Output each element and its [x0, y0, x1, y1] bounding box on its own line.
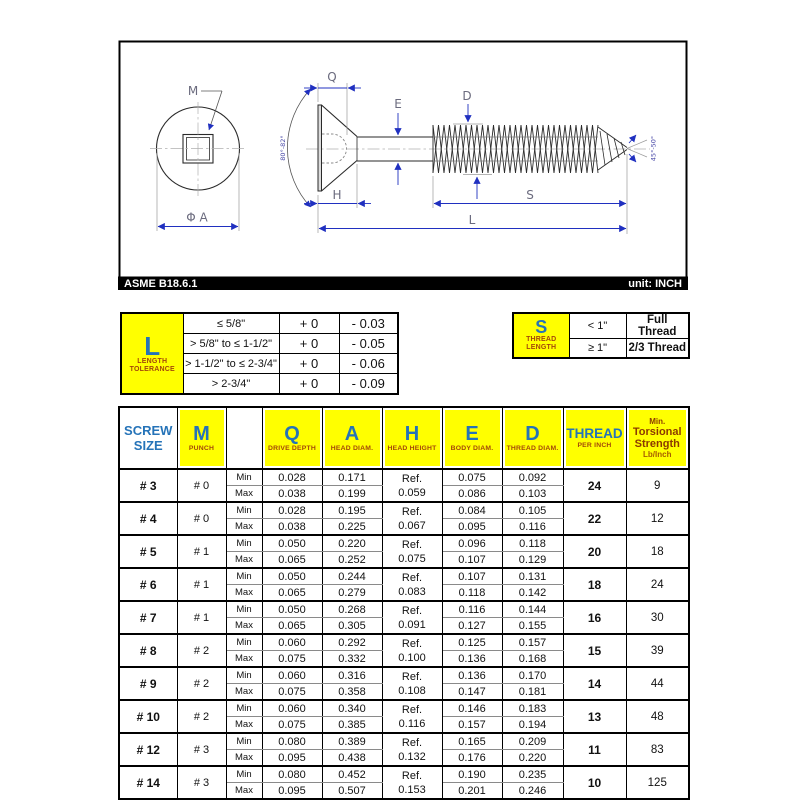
- s-symbol-label: THREAD LENGTH: [526, 336, 557, 351]
- e-label: E: [394, 97, 402, 111]
- q-dimension: [304, 70, 361, 135]
- a-min-cell: 0.244: [322, 568, 382, 585]
- e-min-cell: 0.165: [442, 733, 502, 750]
- h-header-letter: H: [404, 422, 420, 445]
- q-header-letter: Q: [284, 422, 300, 445]
- table-row: [119, 733, 689, 750]
- length-range-cell: > 2-3/4": [183, 374, 279, 395]
- screw-dimensions-table: [118, 406, 690, 800]
- d-max-cell: 0.168: [502, 651, 563, 668]
- hidden-socket-outline: [322, 134, 347, 163]
- standard-title: ASME B18.6.1: [124, 278, 198, 290]
- d-max-cell: 0.103: [502, 486, 563, 503]
- min-label-cell: Min: [226, 568, 262, 585]
- min-label-cell: Min: [226, 733, 262, 750]
- head-height-cell: [382, 568, 442, 601]
- drawing-frame: [120, 42, 687, 289]
- e-header-letter: E: [465, 422, 479, 445]
- head-angle-label: 80°-82°: [279, 135, 287, 161]
- torsional-strength-cell: 125: [626, 766, 689, 799]
- d-max-cell: 0.246: [502, 783, 563, 800]
- h-value: 0.091: [398, 618, 426, 631]
- h-ref-label: Ref.: [401, 769, 423, 782]
- table-row: [119, 535, 689, 552]
- screw-technical-drawing: [118, 40, 688, 290]
- q-max-cell: 0.038: [262, 519, 322, 536]
- min-label-cell: Min: [226, 535, 262, 552]
- length-range-cell: > 5/8" to ≤ 1-1/2": [183, 334, 279, 354]
- thread-header-text: THREAD: [566, 426, 623, 441]
- torsional-strength-cell: 12: [626, 502, 689, 535]
- h-value: 0.108: [398, 684, 426, 697]
- e-max-cell: 0.147: [442, 684, 502, 701]
- title-bar: [118, 277, 688, 291]
- screw-size-cell: # 7: [119, 601, 177, 634]
- table-row: [119, 634, 689, 651]
- thread-per-inch-header: [563, 407, 626, 469]
- table-row: [119, 667, 689, 684]
- q-min-cell: 0.028: [262, 502, 322, 519]
- h-value: 0.100: [398, 651, 426, 664]
- a-min-cell: 0.268: [322, 601, 382, 618]
- h-label: H: [332, 188, 342, 202]
- thread-value-cell: 2/3 Thread: [626, 339, 689, 359]
- h-value: 0.067: [398, 519, 426, 532]
- e-min-cell: 0.107: [442, 568, 502, 585]
- q-max-cell: 0.065: [262, 552, 322, 569]
- torsional-strength-cell: 30: [626, 601, 689, 634]
- table-row: [121, 313, 398, 334]
- screw-size-cell: # 3: [119, 469, 177, 502]
- side-view-head: [318, 105, 357, 191]
- punch-cell: # 1: [177, 601, 226, 634]
- head-angle-dimension: [279, 89, 311, 207]
- punch-cell: # 2: [177, 634, 226, 667]
- h-value: 0.132: [398, 750, 426, 763]
- thread-length-table: [512, 312, 690, 359]
- screw-size-cell: # 14: [119, 766, 177, 799]
- e-max-cell: 0.086: [442, 486, 502, 503]
- punch-header: [177, 407, 226, 469]
- table-row: [119, 568, 689, 585]
- head-height-cell: [382, 535, 442, 568]
- e-min-cell: 0.116: [442, 601, 502, 618]
- screw-size-cell: # 10: [119, 700, 177, 733]
- d-min-cell: 0.144: [502, 601, 563, 618]
- a-min-cell: 0.389: [322, 733, 382, 750]
- s-symbol: S: [535, 317, 548, 337]
- max-label-cell: Max: [226, 519, 262, 536]
- punch-cell: # 2: [177, 700, 226, 733]
- d-min-cell: 0.131: [502, 568, 563, 585]
- m-header-letter: M: [193, 422, 210, 445]
- minus-tolerance-cell: - 0.05: [339, 334, 398, 354]
- e-min-cell: 0.136: [442, 667, 502, 684]
- screw-size-cell: # 9: [119, 667, 177, 700]
- a-header-letter: A: [344, 422, 360, 445]
- max-label-cell: Max: [226, 552, 262, 569]
- thread-value-cell: Full Thread: [626, 313, 689, 339]
- punch-cell: # 0: [177, 502, 226, 535]
- punch-cell: # 3: [177, 733, 226, 766]
- q-label: Q: [327, 70, 337, 84]
- screw-size-cell: # 8: [119, 634, 177, 667]
- q-min-cell: 0.028: [262, 469, 322, 486]
- h-ref-label: Ref.: [401, 538, 423, 551]
- thread-per-inch-cell: 18: [563, 568, 626, 601]
- thread-per-inch-cell: 24: [563, 469, 626, 502]
- q-min-cell: 0.080: [262, 766, 322, 783]
- e-min-cell: 0.096: [442, 535, 502, 552]
- a-header-sub: HEAD DIAM.: [330, 444, 374, 452]
- table-row: [119, 700, 689, 717]
- q-max-cell: 0.075: [262, 651, 322, 668]
- l-label: L: [468, 213, 476, 227]
- h-header-sub: HEAD HEIGHT: [387, 444, 437, 452]
- max-label-cell: Max: [226, 717, 262, 734]
- a-max-cell: 0.305: [322, 618, 382, 635]
- table-row: [513, 313, 689, 339]
- screw-size-header-text: SCREW SIZE: [124, 423, 173, 453]
- a-max-cell: 0.358: [322, 684, 382, 701]
- torsional-header-unit: Lb/Inch: [643, 450, 672, 459]
- head-diam-header: [322, 407, 382, 469]
- punch-cell: # 2: [177, 667, 226, 700]
- a-max-cell: 0.199: [322, 486, 382, 503]
- d-max-cell: 0.220: [502, 750, 563, 767]
- q-max-cell: 0.075: [262, 684, 322, 701]
- head-height-cell: [382, 766, 442, 799]
- plus-tolerance-cell: + 0: [279, 354, 339, 374]
- q-max-cell: 0.065: [262, 618, 322, 635]
- thread-per-inch-cell: 13: [563, 700, 626, 733]
- e-max-cell: 0.127: [442, 618, 502, 635]
- q-min-cell: 0.060: [262, 700, 322, 717]
- minus-tolerance-cell: - 0.06: [339, 354, 398, 374]
- head-height-header: [382, 407, 442, 469]
- e-header-sub: BODY DIAM.: [450, 444, 494, 452]
- a-max-cell: 0.438: [322, 750, 382, 767]
- table-row: [119, 469, 689, 486]
- e-max-cell: 0.136: [442, 651, 502, 668]
- d-max-cell: 0.155: [502, 618, 563, 635]
- min-label-cell: Min: [226, 667, 262, 684]
- torsional-strength-cell: 48: [626, 700, 689, 733]
- punch-cell: # 0: [177, 469, 226, 502]
- d-min-cell: 0.209: [502, 733, 563, 750]
- s-dimension: [433, 154, 627, 234]
- table-row: [119, 601, 689, 618]
- screw-size-cell: # 6: [119, 568, 177, 601]
- q-header-sub: DRIVE DEPTH: [268, 444, 316, 452]
- thread-header-sub: PER INCH: [577, 442, 612, 449]
- q-min-cell: 0.080: [262, 733, 322, 750]
- length-range-cell: > 1-1/2" to ≤ 2-3/4": [183, 354, 279, 374]
- plus-tolerance-cell: + 0: [279, 374, 339, 395]
- a-min-cell: 0.292: [322, 634, 382, 651]
- table-row: [119, 502, 689, 519]
- front-view-centerlines: [150, 102, 246, 196]
- max-label-cell: Max: [226, 651, 262, 668]
- d-max-cell: 0.142: [502, 585, 563, 602]
- e-max-cell: 0.118: [442, 585, 502, 602]
- screw-size-cell: # 12: [119, 733, 177, 766]
- d-label: D: [462, 89, 472, 103]
- h-ref-label: Ref.: [401, 571, 423, 584]
- d-header-letter: D: [525, 422, 540, 445]
- a-max-cell: 0.225: [322, 519, 382, 536]
- torsional-strength-cell: 39: [626, 634, 689, 667]
- head-height-cell: [382, 634, 442, 667]
- e-min-cell: 0.190: [442, 766, 502, 783]
- max-label-cell: Max: [226, 783, 262, 800]
- punch-cell: # 3: [177, 766, 226, 799]
- d-min-cell: 0.157: [502, 634, 563, 651]
- torsional-header-min: Min.: [649, 417, 666, 426]
- h-value: 0.075: [398, 552, 426, 565]
- max-label-cell: Max: [226, 486, 262, 503]
- minmax-header: [226, 407, 262, 469]
- h-ref-label: Ref.: [401, 670, 423, 683]
- q-min-cell: 0.060: [262, 634, 322, 651]
- e-dimension: [394, 97, 402, 185]
- h-dimension: [304, 164, 371, 233]
- thread-per-inch-cell: 16: [563, 601, 626, 634]
- thread-per-inch-cell: 20: [563, 535, 626, 568]
- head-height-cell: [382, 502, 442, 535]
- a-max-cell: 0.385: [322, 717, 382, 734]
- d-min-cell: 0.235: [502, 766, 563, 783]
- length-tolerance-symbol-cell: [121, 313, 183, 394]
- e-min-cell: 0.125: [442, 634, 502, 651]
- d-min-cell: 0.183: [502, 700, 563, 717]
- body-diam-header: [442, 407, 502, 469]
- q-max-cell: 0.095: [262, 783, 322, 800]
- s-label: S: [526, 188, 534, 202]
- d-min-cell: 0.170: [502, 667, 563, 684]
- q-min-cell: 0.050: [262, 601, 322, 618]
- thread-condition-cell: ≥ 1": [569, 339, 626, 359]
- screw-size-cell: # 5: [119, 535, 177, 568]
- screw-size-cell: # 4: [119, 502, 177, 535]
- drive-depth-header: [262, 407, 322, 469]
- plus-tolerance-cell: + 0: [279, 313, 339, 334]
- minus-tolerance-cell: - 0.09: [339, 374, 398, 395]
- d-max-cell: 0.194: [502, 717, 563, 734]
- table-row: [119, 766, 689, 783]
- h-value: 0.083: [398, 585, 426, 598]
- d-min-cell: 0.092: [502, 469, 563, 486]
- d-min-cell: 0.105: [502, 502, 563, 519]
- q-max-cell: 0.065: [262, 585, 322, 602]
- e-min-cell: 0.146: [442, 700, 502, 717]
- h-ref-label: Ref.: [401, 505, 423, 518]
- min-label-cell: Min: [226, 700, 262, 717]
- head-height-cell: [382, 601, 442, 634]
- d-max-cell: 0.181: [502, 684, 563, 701]
- h-ref-label: Ref.: [401, 736, 423, 749]
- screw-size-header: [119, 407, 177, 469]
- l-dimension: [319, 213, 626, 229]
- a-min-cell: 0.316: [322, 667, 382, 684]
- thread-per-inch-cell: 22: [563, 502, 626, 535]
- a-min-cell: 0.171: [322, 469, 382, 486]
- torsional-strength-cell: 18: [626, 535, 689, 568]
- h-value: 0.153: [398, 783, 426, 796]
- min-label-cell: Min: [226, 601, 262, 618]
- minus-tolerance-cell: - 0.03: [339, 313, 398, 334]
- d-min-cell: 0.118: [502, 535, 563, 552]
- min-label-cell: Min: [226, 634, 262, 651]
- m-header-sub: PUNCH: [188, 444, 215, 452]
- tip-angle-label: 45°-50°: [649, 135, 658, 162]
- l-symbol-label: LENGTH TOLERANCE: [129, 357, 175, 373]
- h-value: 0.059: [398, 486, 426, 499]
- thread-diam-header: [502, 407, 563, 469]
- a-min-cell: 0.195: [322, 502, 382, 519]
- m-label: M: [187, 84, 199, 98]
- length-tolerance-table: [120, 312, 399, 395]
- torsional-strength-header: [626, 407, 689, 469]
- e-max-cell: 0.095: [442, 519, 502, 536]
- h-ref-label: Ref.: [401, 637, 423, 650]
- thread-per-inch-cell: 10: [563, 766, 626, 799]
- h-ref-label: Ref.: [401, 472, 423, 485]
- torsional-strength-cell: 24: [626, 568, 689, 601]
- h-ref-label: Ref.: [401, 703, 423, 716]
- max-label-cell: Max: [226, 585, 262, 602]
- a-max-cell: 0.279: [322, 585, 382, 602]
- tip-angle-dimension: [627, 135, 658, 162]
- q-max-cell: 0.038: [262, 486, 322, 503]
- thread-per-inch-cell: 15: [563, 634, 626, 667]
- d-header-sub: THREAD DIAM.: [506, 444, 559, 452]
- max-label-cell: Max: [226, 684, 262, 701]
- d-max-cell: 0.129: [502, 552, 563, 569]
- e-min-cell: 0.084: [442, 502, 502, 519]
- head-height-cell: [382, 733, 442, 766]
- a-max-cell: 0.332: [322, 651, 382, 668]
- h-ref-label: Ref.: [401, 604, 423, 617]
- torsional-header-main: Torsional Strength: [632, 426, 682, 450]
- a-min-cell: 0.452: [322, 766, 382, 783]
- thread-per-inch-cell: 14: [563, 667, 626, 700]
- max-label-cell: Max: [226, 750, 262, 767]
- head-height-cell: [382, 700, 442, 733]
- max-label-cell: Max: [226, 618, 262, 635]
- h-value: 0.116: [398, 717, 426, 730]
- thread-condition-cell: < 1": [569, 313, 626, 339]
- torsional-strength-cell: 83: [626, 733, 689, 766]
- length-range-cell: ≤ 5/8": [183, 313, 279, 334]
- a-min-cell: 0.340: [322, 700, 382, 717]
- head-height-cell: [382, 667, 442, 700]
- q-min-cell: 0.050: [262, 568, 322, 585]
- e-max-cell: 0.201: [442, 783, 502, 800]
- phi-a-label: Φ A: [186, 210, 208, 225]
- header-row: [119, 407, 689, 469]
- q-min-cell: 0.050: [262, 535, 322, 552]
- q-max-cell: 0.075: [262, 717, 322, 734]
- a-max-cell: 0.252: [322, 552, 382, 569]
- unit-label: unit: INCH: [628, 278, 682, 290]
- head-height-cell: [382, 469, 442, 502]
- thread-length-symbol-cell: [513, 313, 569, 358]
- min-label-cell: Min: [226, 766, 262, 783]
- e-max-cell: 0.157: [442, 717, 502, 734]
- q-min-cell: 0.060: [262, 667, 322, 684]
- punch-cell: # 1: [177, 568, 226, 601]
- min-label-cell: Min: [226, 469, 262, 486]
- d-max-cell: 0.116: [502, 519, 563, 536]
- thread-per-inch-cell: 11: [563, 733, 626, 766]
- torsional-strength-cell: 9: [626, 469, 689, 502]
- e-max-cell: 0.107: [442, 552, 502, 569]
- a-max-cell: 0.507: [322, 783, 382, 800]
- q-max-cell: 0.095: [262, 750, 322, 767]
- e-min-cell: 0.075: [442, 469, 502, 486]
- e-max-cell: 0.176: [442, 750, 502, 767]
- l-symbol: L: [144, 330, 161, 361]
- min-label-cell: Min: [226, 502, 262, 519]
- plus-tolerance-cell: + 0: [279, 334, 339, 354]
- punch-cell: # 1: [177, 535, 226, 568]
- a-min-cell: 0.220: [322, 535, 382, 552]
- torsional-strength-cell: 44: [626, 667, 689, 700]
